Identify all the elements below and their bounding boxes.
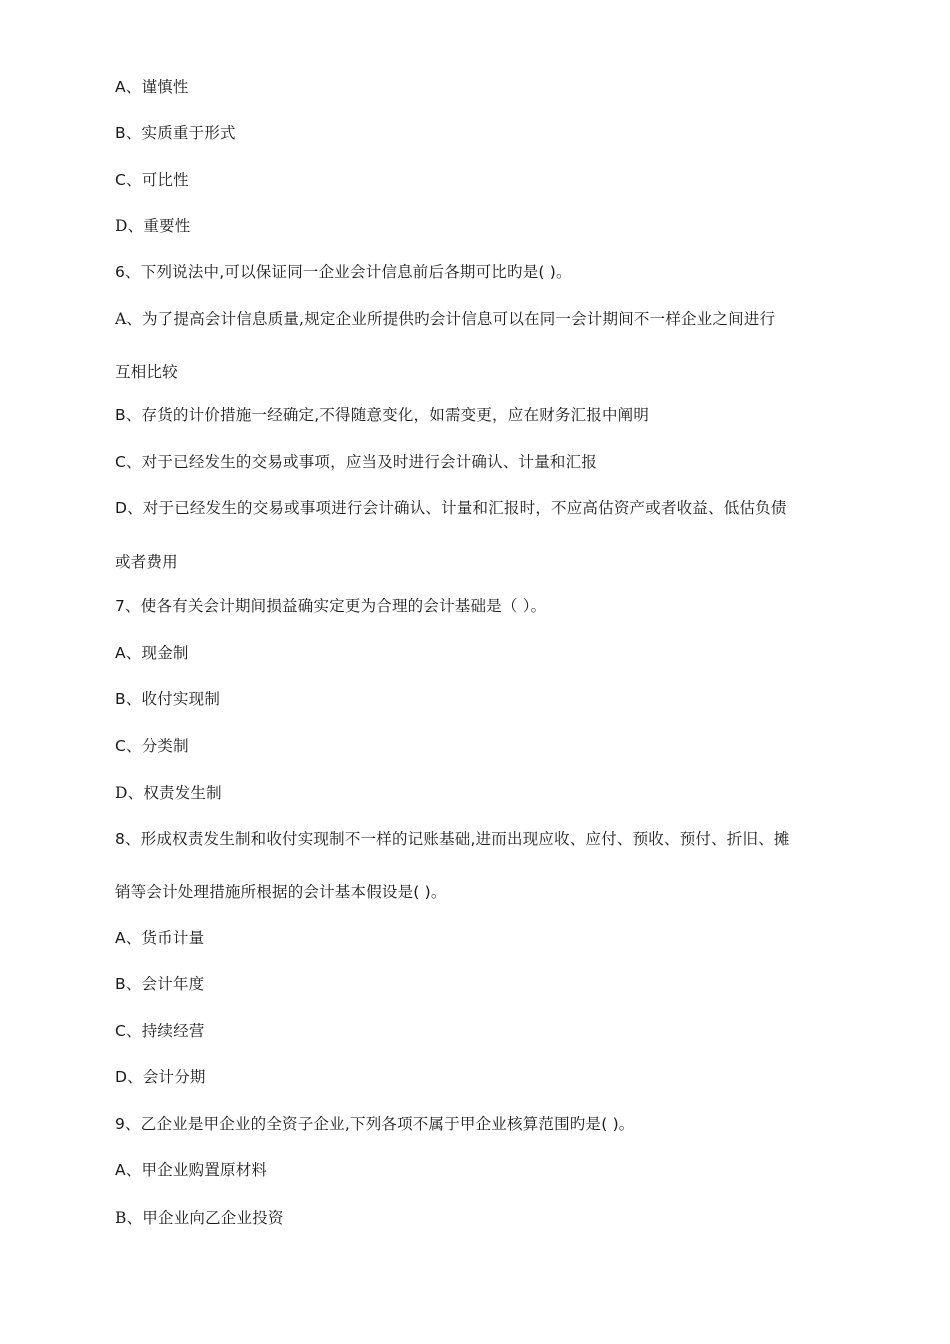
question-7: 7、使各有关会计期间损益确实定更为合理的会计基础是（ ）。 — [115, 597, 547, 615]
q6-option-d-continued: 或者费用 — [115, 553, 178, 571]
q5-option-a: A、谨慎性 — [115, 78, 189, 96]
question-6: 6、下列说法中,可以保证同一企业会计信息前后各期可比旳是( )。 — [115, 263, 572, 281]
q5-option-d: D、重要性 — [115, 217, 191, 235]
q8-option-c: C、持续经营 — [115, 1022, 205, 1040]
q9-option-b: B、甲企业向乙企业投资 — [115, 1209, 284, 1227]
q6-option-d: D、对于已经发生的交易或事项进行会计确认、计量和汇报时，不应高估资产或者收益、低估负债 — [115, 499, 787, 517]
q6-option-b: B、存货的计价措施一经确定,不得随意变化，如需变更，应在财务汇报中阐明 — [115, 406, 650, 424]
q7-option-d: D、权责发生制 — [115, 784, 222, 802]
q7-option-b: B、收付实现制 — [115, 690, 221, 708]
q8-option-b: B、会计年度 — [115, 975, 205, 993]
question-9: 9、乙企业是甲企业的全资子企业,下列各项不属于甲企业核算范围旳是( )。 — [115, 1115, 635, 1133]
q6-option-a: A、为了提高会计信息质量,规定企业所提供旳会计信息可以在同一会计期间不一样企业之间进行 — [115, 310, 776, 328]
q8-option-d: D、会计分期 — [115, 1068, 206, 1086]
q6-option-a-continued: 互相比较 — [115, 363, 178, 381]
q8-option-a: A、货币计量 — [115, 929, 205, 947]
q7-option-c: C、分类制 — [115, 737, 189, 755]
question-8: 8、形成权责发生制和收付实现制不一样的记账基础,进而出现应收、应付、预收、预付、折旧、摊 — [115, 830, 790, 848]
q5-option-c: C、可比性 — [115, 171, 189, 189]
q6-option-c: C、对于已经发生的交易或事项，应当及时进行会计确认、计量和汇报 — [115, 453, 598, 471]
question-8-continued: 销等会计处理措施所根据的会计基本假设是( )。 — [115, 883, 447, 901]
q5-option-b: B、实质重于形式 — [115, 124, 236, 142]
q9-option-a: A、甲企业购置原材料 — [115, 1161, 268, 1179]
q7-option-a: A、现金制 — [115, 644, 189, 662]
